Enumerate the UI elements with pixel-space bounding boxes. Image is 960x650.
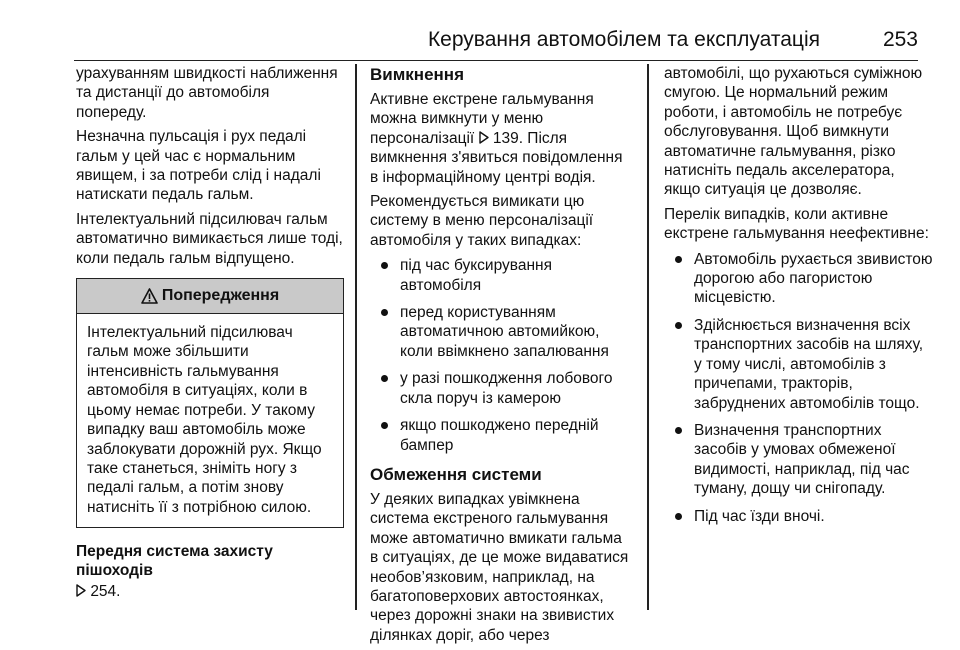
section-heading: Вимкнення [370, 65, 464, 84]
list-item: Визначення транспортних засобів у умовах обмеженої видимості, наприклад, під час туману, дощу чи снігопаду. [664, 421, 934, 499]
list-item: Здійснюється визначення всіх транспортних засобів на шляху, у тому числі, автомобілів з причепами, тракторів, забруднених автомобілів тощо. [664, 316, 934, 413]
paragraph: Інтелектуальний підсилювач гальм автоматично вимикається лише тоді, коли педаль гальм відпущено. [76, 210, 343, 267]
paragraph: урахуванням швидкості наближення та дистанції до автомобіля попереду. [76, 65, 338, 121]
page-reference[interactable] [76, 582, 344, 601]
page-reference-arrow-icon [76, 584, 86, 597]
section-heading: Передня система захисту пішоходів [76, 543, 273, 580]
column-divider [355, 64, 357, 610]
column-left [76, 64, 344, 602]
warning-box [76, 278, 344, 528]
column-middle [370, 64, 632, 650]
chapter-title: Керування автомобілем та експлуатація [427, 28, 820, 51]
paragraph: Активне екстрене гальмування можна вимкнути у меню персоналізації 139. Після вимкнення з'явиться повідомлення в інформаційному центрі водія. [370, 91, 623, 186]
list-item: у разі пошкодження лобового скла поруч із камерою [370, 369, 632, 408]
paragraph: Перелік випадків, коли активне екстрене гальмування неефективне: [664, 205, 929, 243]
warning-title: Попередження [161, 287, 280, 305]
paragraph: Рекомендується вимикати цю систему в меню персоналізації автомобіля у таких випадках: [370, 193, 594, 249]
list-item: Під час їзди вночі. [664, 507, 934, 526]
warning-triangle-icon [141, 288, 158, 304]
bullet-list [664, 250, 934, 526]
list-item: якщо пошкоджено передній бампер [370, 416, 632, 455]
bullet-list [370, 256, 632, 455]
page-header [74, 26, 918, 61]
list-item: під час буксирування автомобіля [370, 256, 632, 295]
paragraph: автомобілі, що рухаються суміжною смугою. Це нормальний режим роботи, і автомобіль не потребує обслуговування. Щоб вимкнути автоматичне гальмування, різко натисніть педаль акселератора, якщо ситуація це дозволяє. [664, 65, 923, 199]
page-reference-text: 254. [90, 583, 121, 601]
paragraph: Незначна пульсація і рух педалі гальм у цей час є нормальним явищем, і за потреби слід і надалі натискати педаль гальм. [76, 128, 321, 204]
list-item: перед користуванням автоматичною автомийкою, коли ввімкнено запалювання [370, 303, 632, 361]
page-number: 253 [882, 28, 918, 51]
column-right [664, 64, 934, 534]
list-item: Автомобіль рухається звивистою дорогою або пагористою місцевістю. [664, 250, 934, 308]
paragraph: У деяких випадках увімкнена система екстреного гальмування може автоматично вмикати гальма в ситуаціях, де це може видаватися необов’язковим, наприклад, на багатоповерхових автостоянках, через дорожні знаки на звивистих ділянках доріг, або через [370, 490, 629, 644]
section-heading: Обмеження системи [370, 464, 542, 484]
warning-header [77, 279, 343, 314]
page-reference-arrow-icon [479, 131, 489, 144]
column-divider [647, 64, 649, 610]
warning-body: Інтелектуальний підсилювач гальм може збільшити інтенсивність гальмування автомобіля в ситуаціях, коли в цьому немає потреби. У такому випадку ваш автомобіль може заблокувати дорожній рух. Якщо таке станеться, зніміть ногу з педалі гальм, а потім знову натисніть її з потрібною силою. [87, 324, 322, 516]
